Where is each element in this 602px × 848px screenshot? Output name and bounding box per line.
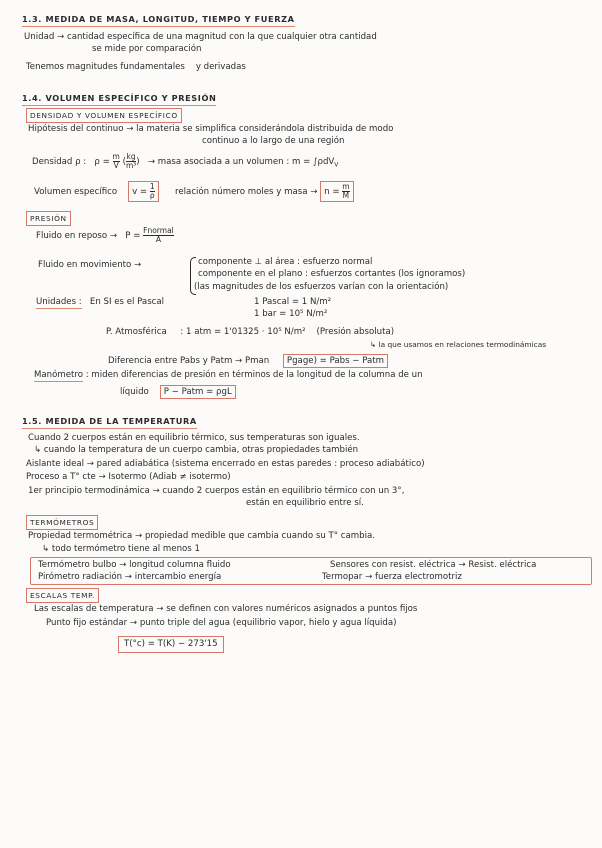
aislante-ideal-line: Aislante ideal → pared adiabática (sistema encerrado en estas paredes : proceso adiabático) xyxy=(26,459,425,469)
fluido-movimiento-label: Fluido en movimiento → xyxy=(38,260,142,270)
densidad-fraction: $\frac{m}{V}$ xyxy=(112,152,120,170)
unidades-row xyxy=(36,297,164,308)
section-heading-1-3: 1.3. MEDIDA DE MASA, LONGITUD, TIEMPO Y FUERZA xyxy=(22,14,295,27)
diferencia-label: Diferencia entre Pabs y Patm → Pman xyxy=(108,356,270,366)
unidad-definition-line: Unidad → cantidad específica de una magnitud con la que cualquier otra cantidad xyxy=(24,32,377,42)
section-heading-1-4: 1.4. VOLUMEN ESPECÍFICO Y PRESIÓN xyxy=(22,93,216,106)
hipotesis-continuo-line: Hipótesis del continuo → la materia se simplifica considerándola distribuida de modo xyxy=(28,124,394,134)
pascal-def: 1 Pascal = 1 N/m² xyxy=(254,297,332,307)
manometro-formula-box: P − Patm = ρgL xyxy=(160,385,236,399)
termometro-bulbo: Termómetro bulbo → longitud columna fluido xyxy=(38,560,231,570)
todo-termometro-line: ↳ todo termómetro tiene al menos 1 xyxy=(42,544,200,554)
manometro-liquido: líquido xyxy=(120,387,149,397)
presion-fraction: $\frac{\text{Fnormal}}{A}$ xyxy=(143,226,174,244)
pirometro-radiacion: Pirómetro radiación → intercambio energía xyxy=(38,572,222,582)
ve-formula-box: v = $\frac{1}{\rho}$ xyxy=(128,181,159,202)
subheading-densidad: DENSIDAD Y VOLUMEN ESPECÍFICO xyxy=(26,108,182,123)
movimiento-componente-normal: componente ⊥ al área : esfuerzo normal xyxy=(198,257,373,267)
bar-def: 1 bar = 10⁵ N/m² xyxy=(254,309,328,319)
densidad-label: Densidad ρ : xyxy=(32,157,87,167)
densidad-row: Densidad ρ : ρ = $\frac{m}{V}$ ( $\frac{kg}{\text{m³}}$ ) → masa asociada a un volumen : m = ∫ρdV$_V$ xyxy=(32,152,339,170)
volumen-especifico-row xyxy=(34,181,354,203)
diferencia-row xyxy=(108,353,388,369)
pgage-formula-box: Pgage) = Pabs − Patm xyxy=(283,354,388,368)
unidades-label: Unidades : xyxy=(36,297,82,307)
magnitudes-line xyxy=(26,62,246,73)
patm-row xyxy=(106,327,394,338)
ve-relation: relación número moles y masa → xyxy=(175,187,318,197)
manometro-label: Manómetro xyxy=(34,370,84,380)
conversion-formula-box: T(°c) = T(K) − 273'15 xyxy=(118,636,224,653)
equilibrio-termico-line: Cuando 2 cuerpos están en equilibrio térmico, sus temperaturas son iguales. xyxy=(28,433,360,443)
manometro-desc: : miden diferencias de presión en términos de la longitud de la columna de un xyxy=(85,370,423,380)
primer-principio-line: 1er principio termodinámica → cuando 2 cuerpos están en equilibrio térmico con un 3°, xyxy=(28,486,405,496)
subheading-presion: PRESIÓN xyxy=(26,211,71,226)
subheading-escalas: ESCALAS TEMP. xyxy=(26,588,99,603)
escalas-definicion-line: Las escalas de temperatura → se definen con valores numéricos asignados a puntos fijos xyxy=(34,604,418,614)
sensor-resistencia: Sensores con resist. eléctrica → Resist. eléctrica xyxy=(330,560,537,570)
densidad-description: → masa asociada a un volumen : xyxy=(147,157,290,167)
section-heading-1-5: 1.5. MEDIDA DE LA TEMPERATURA xyxy=(22,416,197,429)
proceso-isotermo-line: Proceso a T° cte → Isotermo (Adiab ≠ isotermo) xyxy=(26,472,231,482)
patm-label: P. Atmosférica xyxy=(106,327,167,337)
movimiento-nota-orientacion: (las magnitudes de los esfuerzos varían con la orientación) xyxy=(194,282,449,292)
manometro-row-2 xyxy=(120,385,236,399)
magnitudes-fundamentales: Tenemos magnitudes fundamentales xyxy=(26,62,185,72)
magnitudes-derivadas: y derivadas xyxy=(195,62,246,72)
patm-note-termodinamica: ↳ la que usamos en relaciones termodinámicas xyxy=(370,340,547,349)
manometro-row xyxy=(34,370,423,381)
termopar: Termopar → fuerza electromotriz xyxy=(322,572,462,582)
subheading-termometros: TERMÓMETROS xyxy=(26,515,98,530)
propiedades-cambio-line: ↳ cuando la temperatura de un cuerpo cambia, otras propiedades también xyxy=(34,445,359,455)
patm-note: (Presión absoluta) xyxy=(316,327,395,337)
unidad-definition-line-2: se mide por comparación xyxy=(92,44,202,54)
ve-label: Volumen específico xyxy=(34,187,118,197)
propiedad-termometrica-line: Propiedad termométrica → propiedad medible que cambia cuando su T° cambia. xyxy=(28,531,375,541)
densidad-units: $\frac{kg}{\text{m³}}$ xyxy=(125,152,137,170)
hipotesis-continuo-line-2: continuo a lo largo de una región xyxy=(202,136,345,146)
unidades-si: En SI es el Pascal xyxy=(89,297,165,307)
densidad-integral: m = ∫ρdV$_V$ xyxy=(291,157,339,169)
movimiento-componente-plano: componente en el plano : esfuerzos cortantes (los ignoramos) xyxy=(198,269,466,279)
presion-eq-lhs: P = xyxy=(125,231,141,241)
punto-fijo-line: Punto fijo estándar → punto triple del agua (equilibrio vapor, hielo y agua líquida) xyxy=(46,618,397,628)
densidad-eq-lhs: ρ = xyxy=(94,157,110,167)
primer-principio-line-2: están en equilibrio entre sí. xyxy=(246,498,364,508)
fluido-reposo-row xyxy=(36,226,174,246)
fluido-reposo-label: Fluido en reposo → xyxy=(36,231,118,241)
patm-value: : 1 atm = 1'01325 · 10⁵ N/m² xyxy=(180,327,306,337)
moles-formula-box: n = $\frac{m}{M}$ xyxy=(320,181,353,202)
